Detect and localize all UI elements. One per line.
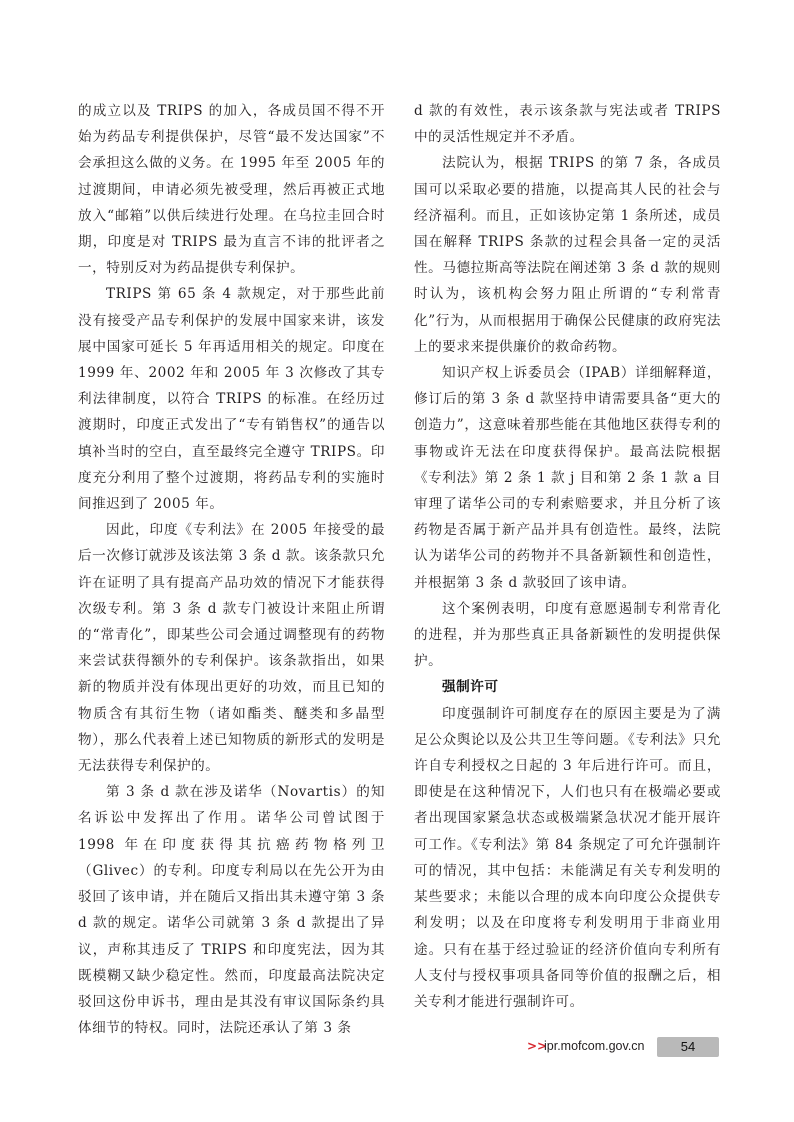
page-number: 54	[657, 1037, 719, 1057]
double-chevron-icon: >>	[527, 1039, 548, 1053]
left-column	[78, 98, 385, 1041]
right-column	[414, 98, 721, 1015]
website-url[interactable]: ipr.mofcom.gov.cn	[544, 1039, 645, 1053]
paragraph: 第 3 条 d 款在涉及诺华（Novartis）的知名诉讼中发挥出了作用。诺华公司曾试图于 1998 年在印度获得其抗癌药物格列卫（Glivec）的专利。印度专利局以在先公开为由驳回了该申请，并在随后又指出其未遵守第 3 条 d 款的规定。诺华公司就第 3 条 d 款提出了异议，声称其违反了 TRIPS 和印度宪法，因为其既模糊又缺少稳定性。然而，印度最高法院决定驳回这份申诉书，理由是其没有审议国际条约具体细节的特权。同时，法院还承认了第 3 条	[78, 784, 385, 1037]
paragraph: 法院认为，根据 TRIPS 的第 7 条，各成员国可以采取必要的措施，以提高其人民的社会与经济福利。而且，正如该协定第 1 条所述，成员国在解释 TRIPS 条款的过程会具备一定的灵活性。马德拉斯高等法院在阐述第 3 条 d 款的规则时认为，该机构会努力阻止所谓的“专利常青化”行为，从而根据用于确保公民健康的政府宪法上的要求来提供廉价的救命药物。	[414, 155, 721, 355]
paragraph: TRIPS 第 65 条 4 款规定，对于那些此前没有接受产品专利保护的发展中国家来讲，该发展中国家可延长 5 年再适用相关的规定。印度在 1999 年、2002 年和 2005 年 3 次修改了其专利法律制度，以符合 TRIPS 的标准。在经历过渡期时，印度正式发出了“专有销售权”的通告以填补当时的空白，直至最终完全遵守 TRIPS。印度充分利用了整个过渡期，将药品专利的实施时间推迟到了 2005 年。	[78, 286, 385, 513]
section-heading: 强制许可	[442, 679, 499, 696]
paragraph: d 款的有效性，表示该条款与宪法或者 TRIPS 中的灵活性规定并不矛盾。	[414, 103, 721, 146]
paragraph: 的成立以及 TRIPS 的加入，各成员国不得不开始为药品专利提供保护，尽管“最不发达国家”不会承担这么做的义务。在 1995 年至 2005 年的过渡期间，申请必须先被受理，然后再被正式地放入“邮箱”以供后续进行处理。在乌拉圭回合时期，印度是对 TRIPS 最为直言不讳的批评者之一，特别反对为药品提供专利保护。	[78, 103, 385, 277]
paragraph: 因此，印度《专利法》在 2005 年接受的最后一次修订就涉及该法第 3 条 d 款。该条款只允许在证明了具有提高产品功效的情况下才能获得次级专利。第 3 条 d 款专门被设计来阻止所谓的“常青化”，即某些公司会通过调整现有的药物来尝试获得额外的专利保护。该条款指出，如果新的物质并没有体现出更好的功效，而且已知的物质含有其衍生物（诸如酯类、醚类和多晶型物），那么代表着上述已知物质的新形式的发明是无法获得专利保护的。	[78, 522, 385, 775]
page-footer	[0, 1037, 794, 1059]
paragraph: 印度强制许可制度存在的原因主要是为了满足公众舆论以及公共卫生等问题。《专利法》只允许自专利授权之日起的 3 年后进行许可。而且，即使是在这种情况下，人们也只有在极端必要或者出现国家紧急状态或极端紧急状况才能开展许可工作。《专利法》第 84 条规定了可允许强制许可的情况，其中包括：未能满足有关专利发明的某些要求；未能以合理的成本向印度公众提供专利发明；以及在印度将专利发明用于非商业用途。只有在基于经过验证的经济价值向专利所有人支付与授权事项具备同等价值的报酬之后，相关专利才能进行强制许可。	[414, 705, 721, 1010]
paragraph: 知识产权上诉委员会（IPAB）详细解释道，修订后的第 3 条 d 款坚持申请需要具备“更大的创造力”，这意味着那些能在其他地区获得专利的事物或许无法在印度获得保护。最高法院根据《专利法》第 2 条 1 款 j 目和第 2 条 1 款 a 目审理了诺华公司的专利索赔要求，并且分析了该药物是否属于新产品并具有创造性。最终，法院认为诺华公司的药物并不具备新颖性和创造性，并根据第 3 条 d 款驳回了该申请。	[414, 365, 721, 591]
paragraph: 这个案例表明，印度有意愿遏制专利常青化的进程，并为那些真正具备新颖性的发明提供保护。	[414, 600, 721, 670]
